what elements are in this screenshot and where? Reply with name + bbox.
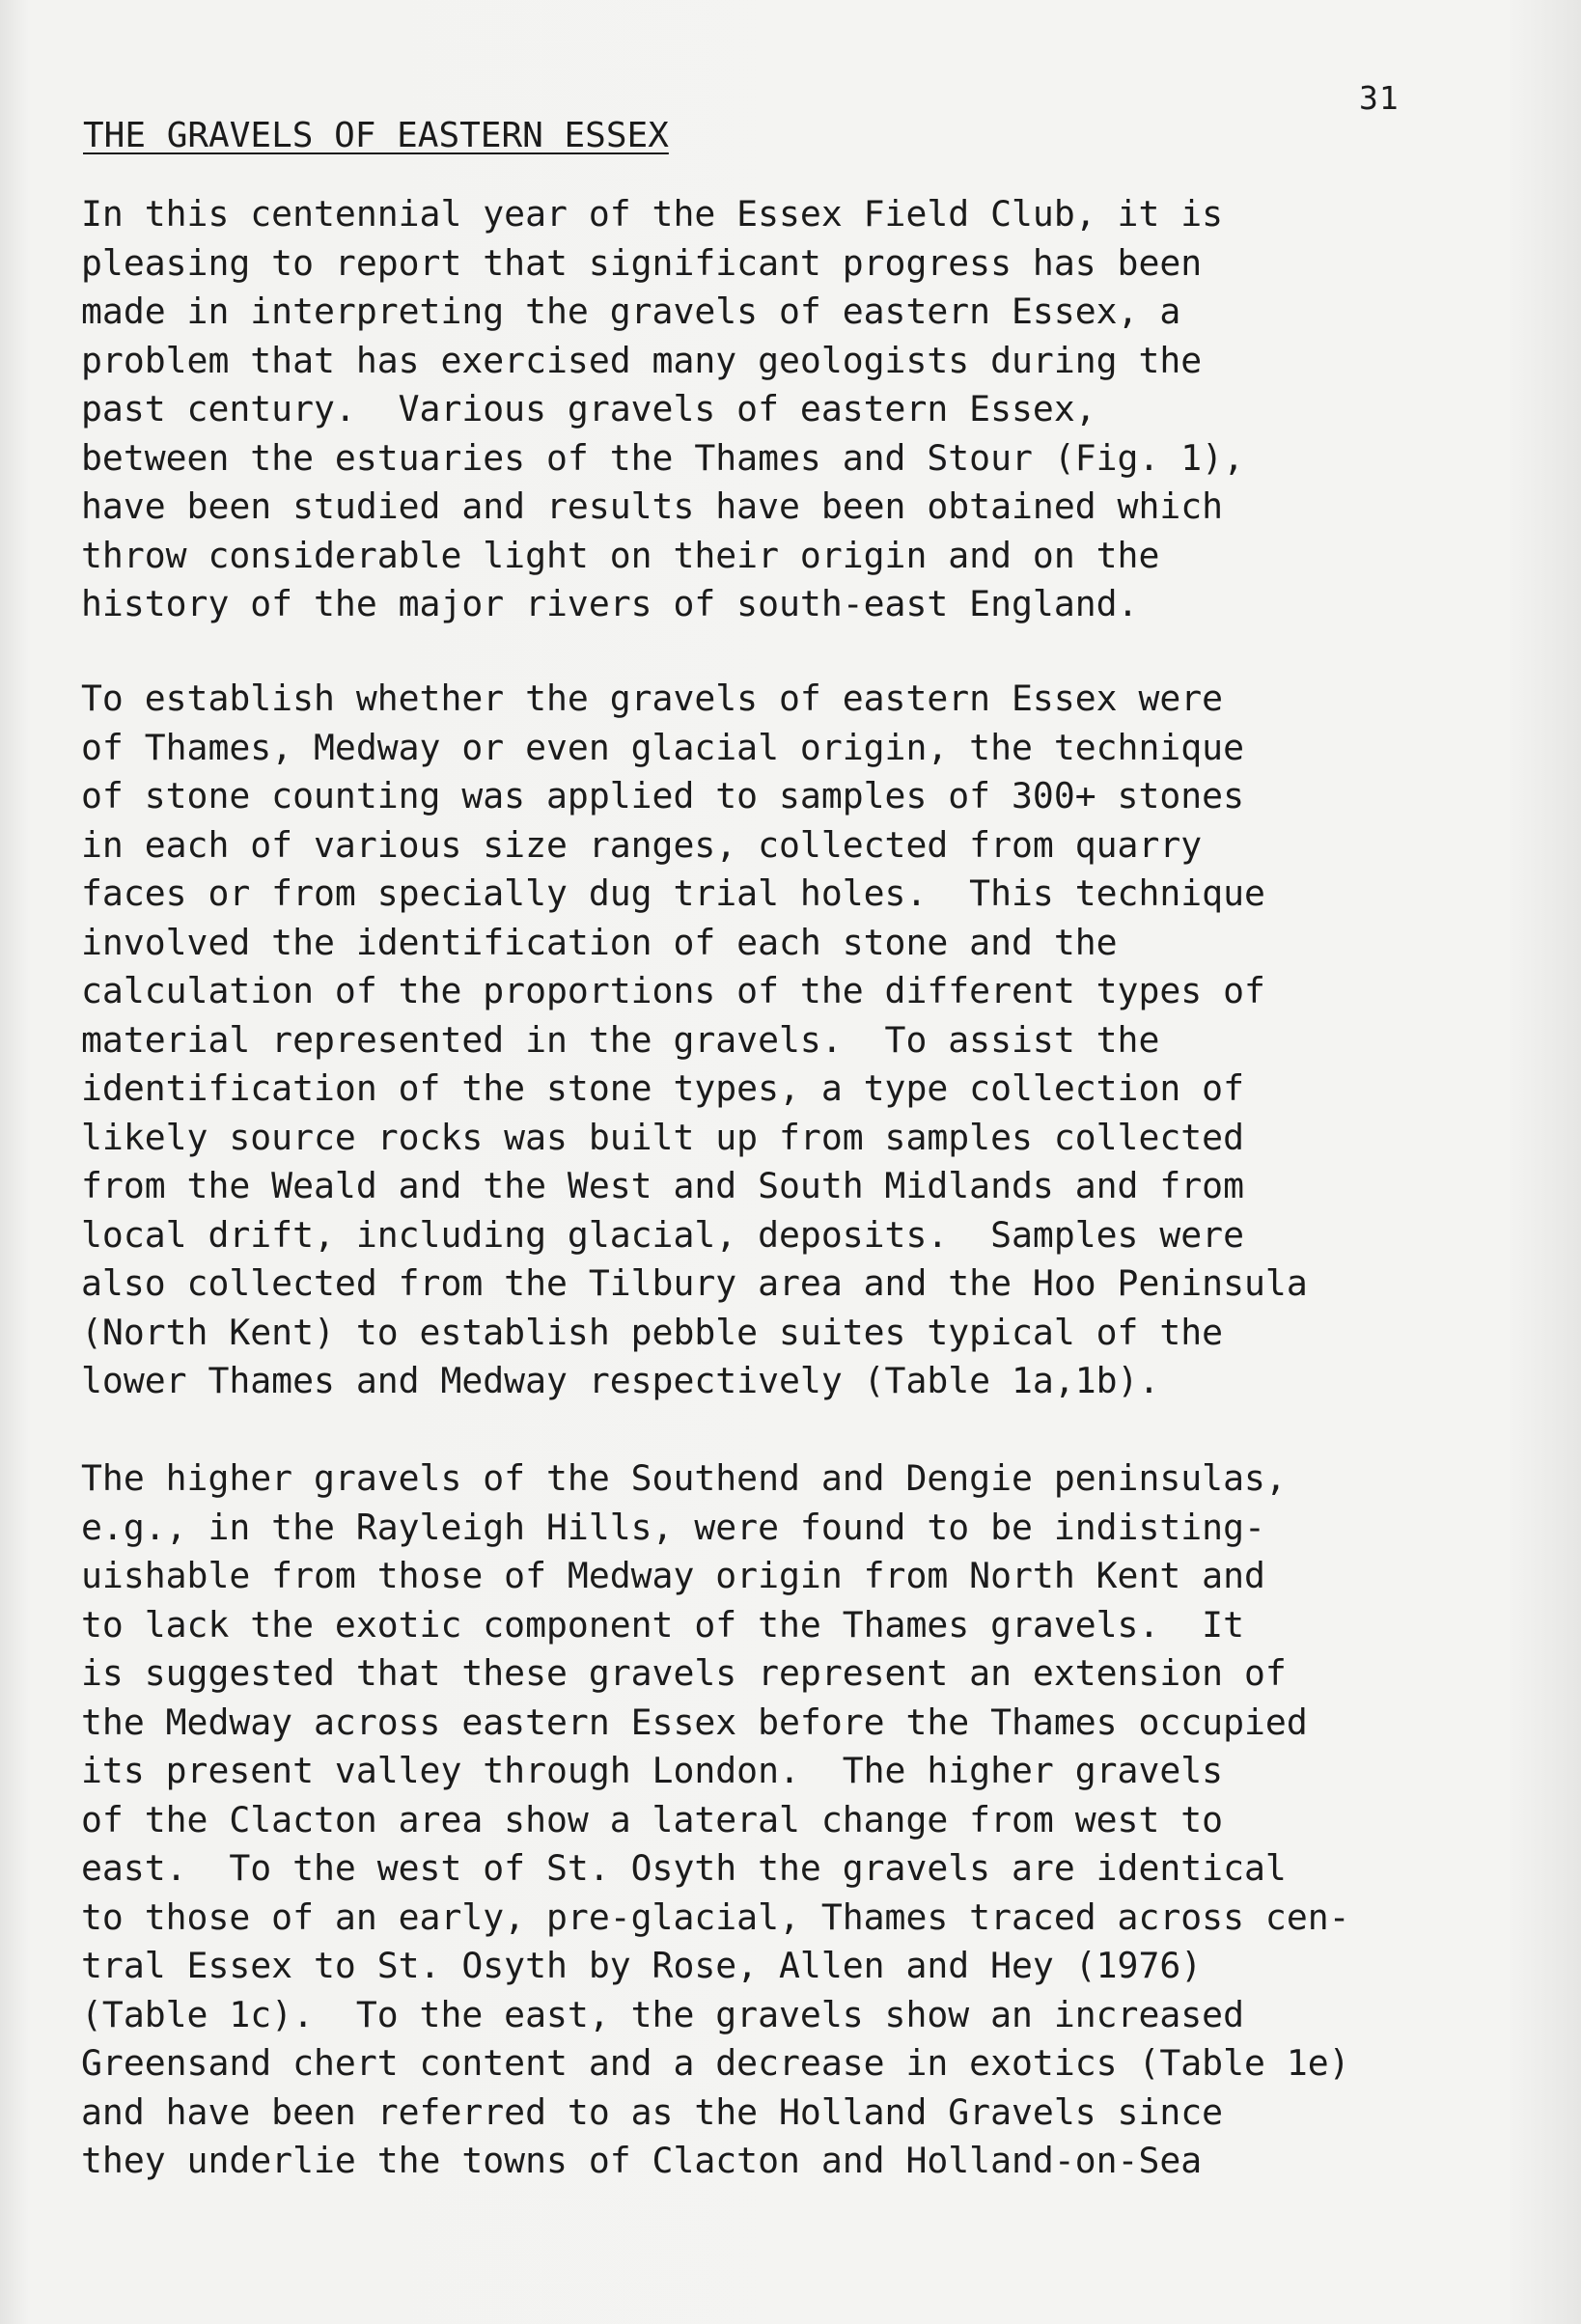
text-line: To establish whether the gravels of eastern Essex were [81, 678, 1224, 719]
text-line: is suggested that these gravels represent an extension of [81, 1652, 1287, 1694]
text-line: identification of the stone types, a type collection of [81, 1067, 1244, 1109]
text-line: (Table 1c). To the east, the gravels show an increased [81, 1993, 1244, 2035]
text-line: throw considerable light on their origin and on the [81, 534, 1160, 576]
text-line: calculation of the proportions of the different types of [81, 970, 1265, 1011]
text-line: pleasing to report that significant progress has been [81, 241, 1203, 284]
text-line: material represented in the gravels. To assist the [81, 1018, 1160, 1061]
text-line: also collected from the Tilbury area and the Hoo Peninsula [81, 1262, 1308, 1304]
text-line: from the Weald and the West and South Midlands and from [81, 1165, 1244, 1206]
text-line: uishable from those of Medway origin from North Kent and [81, 1555, 1265, 1596]
text-line: In this centennial year of the Essex Field Club, it is [81, 193, 1224, 235]
text-line: of stone counting was applied to samples of 300+ stones [81, 775, 1244, 816]
article-title: THE GRAVELS OF EASTERN ESSEX [83, 116, 669, 155]
text-line: between the estuaries of the Thames and Stour (Fig. 1), [81, 436, 1244, 479]
text-line: faces or from specially dug trial holes. This technique [81, 872, 1265, 914]
text-line: involved the identification of each stone and the [81, 921, 1118, 963]
text-line: e.g., in the Rayleigh Hills, were found to be indisting- [81, 1506, 1265, 1548]
text-line: made in interpreting the gravels of eastern Essex, a [81, 290, 1181, 332]
text-line: east. To the west of St. Osyth the gravels are identical [81, 1847, 1287, 1889]
text-line: they underlie the towns of Clacton and Holland-on-Sea [81, 2140, 1203, 2181]
text-line: its present valley through London. The higher gravels [81, 1750, 1224, 1791]
text-line: and have been referred to as the Holland Gravels since [81, 2090, 1224, 2133]
text-line: history of the major rivers of south-east England. [81, 583, 1139, 624]
text-line: The higher gravels of the Southend and Dengie peninsulas, [81, 1457, 1287, 1499]
text-line: (North Kent) to establish pebble suites typical of the [81, 1311, 1224, 1353]
paragraph-3 [81, 1454, 1350, 2186]
text-line: have been studied and results have been obtained which [81, 485, 1224, 527]
text-line: tral Essex to St. Osyth by Rose, Allen and Hey (1976) [81, 1945, 1203, 1986]
paragraph-1 [81, 190, 1244, 629]
text-line: to lack the exotic component of the Thames gravels. It [81, 1603, 1244, 1646]
text-line: in each of various size ranges, collected from quarry [81, 823, 1203, 866]
text-line: local drift, including glacial, deposits. Samples were [81, 1213, 1244, 1256]
text-line: the Medway across eastern Essex before the Thames occupied [81, 1701, 1308, 1743]
text-line: of Thames, Medway or even glacial origin, the technique [81, 726, 1244, 768]
text-line: past century. Various gravels of eastern Essex, [81, 388, 1096, 429]
text-line: of the Clacton area show a lateral change from west to [81, 1798, 1224, 1840]
text-line: to those of an early, pre-glacial, Thames traced across cen- [81, 1895, 1350, 1938]
text-line: lower Thames and Medway respectively (Table 1a,1b). [81, 1360, 1160, 1401]
text-line: likely source rocks was built up from samples collected [81, 1116, 1244, 1158]
text-line: Greensand chert content and a decrease in exotics (Table 1e) [81, 2042, 1350, 2084]
text-line: problem that has exercised many geologists during the [81, 339, 1203, 381]
page-number: 31 [1359, 79, 1400, 117]
paragraph-2 [81, 675, 1308, 1406]
